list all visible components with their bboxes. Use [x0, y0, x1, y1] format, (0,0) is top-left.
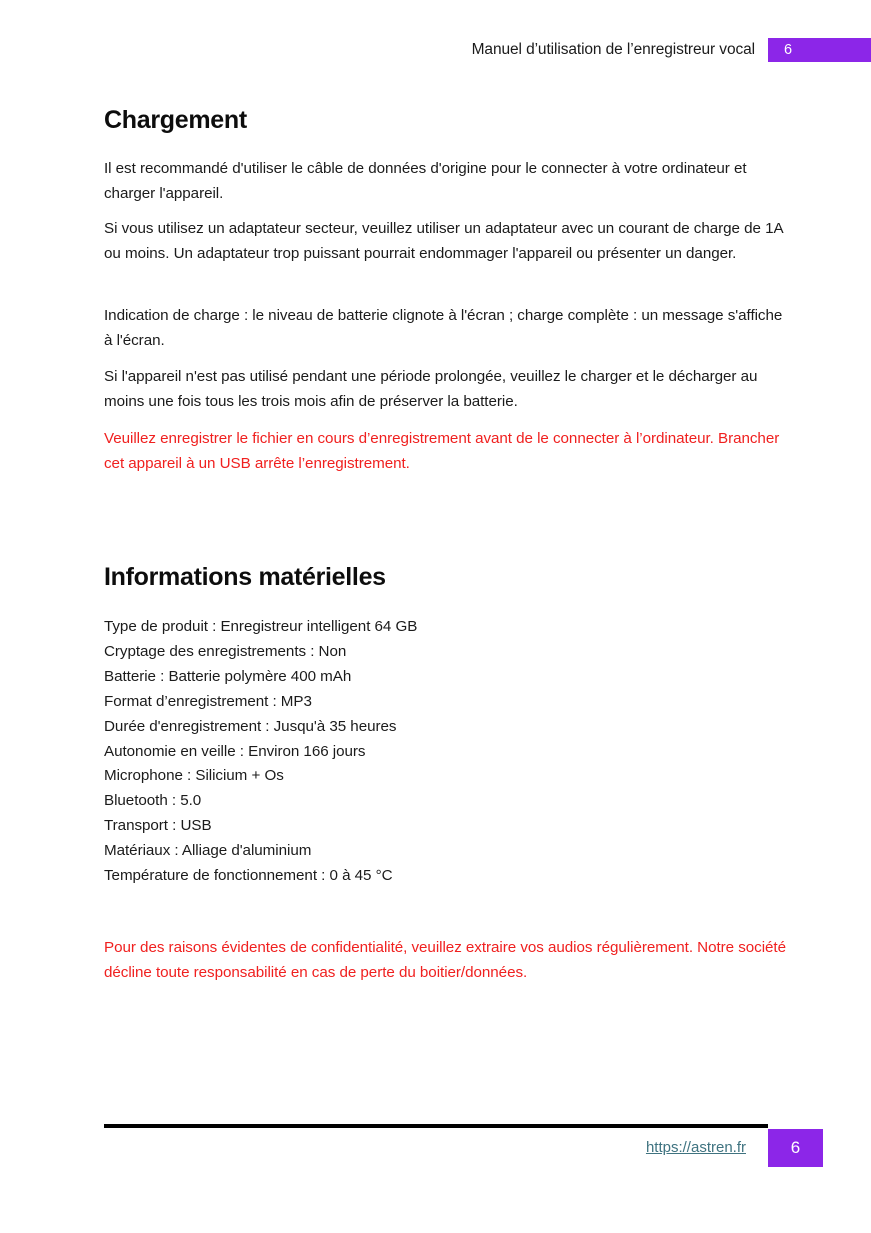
hardware-spec-list [104, 615, 704, 889]
warning-text: Pour des raisons évidentes de confidentialité, veuillez extraire vos audios régulièrement. Notre société décline toute responsabilité en cas de perte du boitier/données. [104, 939, 786, 981]
section-heading-chargement: Chargement [104, 106, 247, 134]
footer-website-link[interactable]: https://astren.fr [645, 1139, 746, 1156]
section-heading-informations-materielles: Informations matérielles [104, 563, 386, 591]
paragraph-charging-2 [104, 216, 794, 266]
list-item: Transport : USB [104, 817, 212, 835]
page-footer [104, 1124, 871, 1178]
list-item: Format d’enregistrement : MP3 [104, 692, 312, 710]
list-item: Durée d'enregistrement : Jusqu'à 35 heures [104, 717, 397, 735]
paragraph-charging-1 [104, 156, 794, 206]
warning-privacy [104, 935, 804, 985]
warning-charging [104, 426, 794, 476]
list-item: Microphone : Silicium + Os [104, 767, 284, 785]
list-item: Type de produit : Enregistreur intelligent 64 GB [104, 618, 418, 635]
page-header [0, 38, 871, 62]
list-item: Matériaux : Alliage d'aluminium [104, 842, 312, 860]
paragraph-text: Si vous utilisez un adaptateur secteur, veuillez utiliser un adaptateur avec un courant de charge de 1A ou moins. Un adaptateur trop puissant pourrait endommager l'appareil ou présenter un danger. [104, 220, 783, 262]
list-item: Température de fonctionnement : 0 à 45 °C [104, 867, 393, 885]
paragraph-charging-4 [104, 364, 794, 414]
warning-text: Veuillez enregistrer le fichier en cours d’enregistrement avant de le connecter à l’ordinateur. Brancher cet appareil à un USB arrête l’enregistrement. [104, 430, 780, 472]
paragraph-text: Il est recommandé d'utiliser le câble de données d'origine pour le connecter à votre ordinateur et charger l'appareil. [104, 160, 747, 202]
footer-row [104, 1129, 823, 1167]
list-item: Autonomie en veille : Environ 166 jours [104, 742, 366, 760]
paragraph-charging-3 [104, 303, 794, 353]
footer-divider [104, 1124, 768, 1128]
paragraph-text: Si l'appareil n'est pas utilisé pendant une période prolongée, veuillez le charger et le décharger au moins une fois tous les trois mois afin de préserver la batterie. [104, 368, 758, 410]
paragraph-text: Indication de charge : le niveau de batterie clignote à l'écran ; charge complète : un message s'affiche à l'écran. [104, 307, 783, 349]
page-title: Manuel d’utilisation de l’enregistreur vocal [471, 41, 755, 58]
footer-page-number-badge: 6 [768, 1129, 823, 1167]
header-page-number-badge: 6 [768, 38, 871, 62]
list-item: Bluetooth : 5.0 [104, 792, 202, 810]
list-item: Batterie : Batterie polymère 400 mAh [104, 667, 352, 685]
list-item: Cryptage des enregistrements : Non [104, 642, 347, 660]
